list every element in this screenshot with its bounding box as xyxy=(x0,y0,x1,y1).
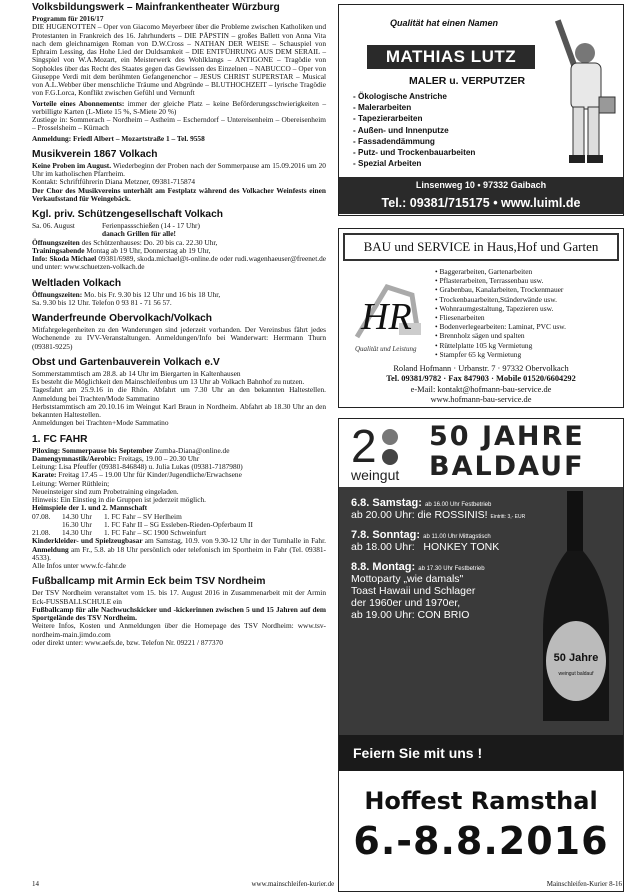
ad-website: www.hofmann-bau-service.de xyxy=(430,394,532,404)
label: Info: Skoda Michael xyxy=(32,254,97,263)
ad-phone: Tel. 09381/9782 · Fax 847903 · Mobile 01520/6604292 xyxy=(386,374,576,384)
event-small: ab 16.00 Uhr Festbetrieb xyxy=(424,502,492,508)
text: Mo. bis Fr. 9.30 bis 12 Uhr und 16 bis 18 Uhr, xyxy=(82,289,221,299)
text: Weitere Infos, Kosten und Anmeldungen über die Homepage des TSV Nordheim: www.tsv-nordheim-main.jimdo.com xyxy=(32,621,326,639)
wine-bottle-illustration xyxy=(539,491,613,731)
logo-dot-icon xyxy=(382,429,398,445)
text: Freitag 17.45 – 19.00 Uhr für Kinder/Jugendliche/Erwachsene xyxy=(56,470,242,480)
proben-text: Wiederbeginn der Proben nach der Sommerpause am 15.09.2016 um 20 Uhr im katholischen Pfarrheim. xyxy=(32,160,326,178)
program-heading: Programm für 2016/17 xyxy=(32,14,104,23)
service-item: - Tapezierarbeiten xyxy=(353,114,423,124)
text: 09381/6989, skoda.michael@t-online.de oder rudi.wagenhaeuser@freenet.de und unter: www.schuetzen-volkach.de xyxy=(32,254,327,272)
bottle-label: 50 Jahre xyxy=(553,652,599,664)
game-match: 1. FC Fahr II – SG Essleben-Rieden-Opferbaum II xyxy=(104,519,253,529)
page-footer xyxy=(32,880,622,888)
logo-subtitle: weingut xyxy=(351,467,400,483)
ad-header: BAU und SERVICE in Haus,Hof und Garten xyxy=(343,233,619,261)
section-wanderfreunde xyxy=(32,313,326,351)
event-small: ab 17.30 Uhr Festbetrieb xyxy=(418,566,485,572)
ad-address: Linsenweg 10 • 97332 Gaibach xyxy=(339,177,623,193)
event-line: Toast Hawaii und Schlager xyxy=(351,585,476,597)
logo-number: 2 xyxy=(351,420,377,472)
ad-hoffest xyxy=(339,771,623,891)
program-text: DIE HUGENOTTEN – Oper von Giacomo Meyerbeer über die Probleme zwischen Katholiken und Protestanten in Frankreich des 16. Jahrhunderts – DIE PÄPSTIN – großes Ballett von Anna Vita nach dem gleichnamigen Roman von D.W.Cross – NATHAN DER WEISE – Schauspiel von Ephraim Lessing, das Hohe Lied der Duldsamkeit – DIE ENTFÜHRUNG AUS DEM SERAIL – Singspiel von W.A.Mozart, ein Meisterwerk des Wohlklangs – ANTIGONE – Tragödie von Sophokles über das Recht des Staates gegen das Gewissen des Einzelnen – NABUCCO – Oper von Giuseppe Verdi mit dem berühmten Gefangenenchor – JESUS CHRIST SUPERSTAR – Musical von A.L.Webber über menschliche Träume und Abgründe – BLUTHOCHZEIT – lyrische Tragödie von F.G.Lorca, Konflikt zwischen Gefühl und Vernunft xyxy=(32,22,326,98)
text: Sa. 9.30 bis 12 Uhr. Telefon 0 93 81 - 71 56 57. xyxy=(32,297,172,307)
ad-baldauf xyxy=(338,418,624,892)
section-weltladen xyxy=(32,278,326,308)
service-item: Bodenverlegearbeiten: Laminat, PVC usw. xyxy=(439,322,567,332)
game-time: 16.30 Uhr xyxy=(62,519,92,529)
service-item: - Malerarbeiten xyxy=(353,103,412,113)
service-item: - Spezial Arbeiten xyxy=(353,159,422,169)
ad-address: Roland Hofmann · Urbanstr. 7 · 97332 Obervolkach xyxy=(393,364,569,373)
section-title: 1. FC FAHR xyxy=(32,433,88,445)
footer-issue: Mainschleifen-Kurier 8-16 xyxy=(546,880,622,888)
service-item: Baggerarbeiten, Gartenarbeiten xyxy=(439,267,533,276)
service-item: - Ökologische Anstriche xyxy=(353,92,447,101)
text: Sommerstammtisch am 28.8. ab 14 Uhr im Biergarten in Kaltenhausen xyxy=(32,368,241,378)
label: Fußballcamp für alle Nachwuchskicker und -kickerinnen zwischen 5 und 15 Jahren auf dem Sportgelände des TSV Nordheim. xyxy=(32,604,326,622)
game-match: 1. FC Fahr – SV Herlheim xyxy=(104,511,182,521)
event-small: ab 11.00 Uhr Mittagstisch xyxy=(423,534,491,540)
ad-email: e-Mail: kontakt@hofmann-bau-service.de xyxy=(410,384,552,394)
section-title: Fußballcamp mit Armin Eck beim TSV Nordheim xyxy=(32,576,266,588)
event-day: 6.8. Samstag: xyxy=(351,497,422,509)
section-title: Obst und Gartenbauverein Volkach e.V xyxy=(32,356,220,368)
ad-company-name: MATHIAS LUTZ xyxy=(367,45,535,69)
event-day: 7.8. Sonntag: xyxy=(351,529,421,541)
section-fc-fahr xyxy=(32,434,326,571)
service-item: - Außen- und Innenputze xyxy=(353,125,449,135)
service-item: Pflasterarbeiten, Terrassenbau usw. xyxy=(439,276,544,286)
event-line: ab 19.00 Uhr: CON BRIO xyxy=(351,609,470,621)
ad-mathias-lutz xyxy=(338,4,624,216)
text: Tagesfahrt am 25.9.16 in die Rhön. Abfahrt um 7.30 Uhr an den bekannten Haltestellen. Anmeldung bei Trachten/Mode Sammatino xyxy=(32,385,326,403)
section-gartenbauverein xyxy=(32,357,326,428)
section-title: Volksbildungswerk – Mainfrankentheater Würzburg xyxy=(32,2,280,13)
section-title: Wanderfreunde Obervolkach/Volkach xyxy=(32,313,213,324)
zustiege-text: Zustiege in: Sommerach – Nordheim – Astheim – Escherndorf – Untereisenheim – Obereisenheim – Prosselsheim – Kürnach xyxy=(32,115,326,133)
service-item: Stampfer 65 kg Vermietung xyxy=(439,349,522,359)
label: Piloxing: Sommerpause bis September xyxy=(32,445,153,455)
label: Kinderkleider- und Spielzeugbasar xyxy=(32,536,143,546)
logo-subtitle: Qualität und Leistung xyxy=(355,345,417,353)
section-schuetzen xyxy=(32,209,326,272)
label: Öffnungszeiten: xyxy=(32,289,83,299)
section-volksbildungswerk xyxy=(32,2,326,143)
event-main: ab 18.00 Uhr: HONKEY TONK xyxy=(351,541,500,553)
proben-label: Keine Proben im August. xyxy=(32,160,112,170)
label: Trainingsabende xyxy=(32,245,85,255)
service-item: - Fassadendämmung xyxy=(353,136,435,146)
text: Alle Infos unter www.fc-fahr.de xyxy=(32,561,126,570)
text: Mitfahrgelegenheiten zu den Wanderungen sind jederzeit vorhanden. Der Vereinsbus fährt jedes Wochenende zu IVV-Veranstaltungen. Anmeldungen/Info bei Wanderwart: Herrmann Thurn (09381-9225) xyxy=(32,325,326,351)
label: Öffnungszeiten xyxy=(32,237,80,247)
logo-letters: HR xyxy=(361,296,412,338)
service-item: Brennholz sägen und spalten xyxy=(439,331,525,341)
section-title: Weltladen Volkach xyxy=(32,277,122,289)
left-column xyxy=(32,2,326,653)
text: oder direkt unter: www.aefs.de, bzw. Telefon Nr. 09221 / 877370 xyxy=(32,637,223,647)
abo-text: immer der gleiche Platz – keine Beförderungsschwierigkeiten – verbilligte Karten (L-Miete 15 %, S-Miete 20 %) xyxy=(32,98,326,116)
game-time: 14.30 Uhr xyxy=(62,528,92,537)
footer-url: www.mainschleifen-kurier.de xyxy=(251,880,335,888)
anmeldung-text: Anmeldung: Friedl Albert – Mozartstraße 1 – Tel. 9558 xyxy=(32,133,205,143)
event-item xyxy=(351,529,541,553)
painter-illustration xyxy=(541,13,617,171)
ad-title-line1: 50 JAHRE xyxy=(429,421,585,452)
event-main: ab 20.00 Uhr: die ROSSINIS! xyxy=(351,509,488,521)
label: Anmeldung xyxy=(32,544,69,554)
text: Hinweis: Ein Einstieg in die Gruppen ist jederzeit möglich. xyxy=(32,495,206,504)
ad-subtitle: MALER u. VERPUTZER xyxy=(409,75,526,87)
ad-feiern: Feiern Sie mit uns ! xyxy=(339,735,623,771)
text: am Fr., 5.8. ab 18 Uhr persönlich oder telefonisch im Sportheim in Fahr (Tel. 09381-4533). xyxy=(32,544,326,562)
text: Leitung: Lisa Pfeuffer (09381-846848) u. Julia Lukas (09381-7187980) xyxy=(32,462,243,471)
text: Montag ab 19 Uhr, Donnerstag ab 19 Uhr, xyxy=(84,245,211,255)
service-item: Rüttelplatte 105 kg Vermietung xyxy=(439,340,533,350)
text: am Samstag, 10.9. von 9.30-12 Uhr in der Turnhalle in Fahr. xyxy=(142,536,326,546)
text: Zumba-Diana@online.de xyxy=(152,445,230,455)
game-time: 14.30 Uhr xyxy=(62,511,92,521)
text: Leitung: Werner Rüthlein; xyxy=(32,478,110,488)
logo-dot-icon xyxy=(382,449,398,465)
text: Der TSV Nordheim veranstaltet vom 15. bis 17. August 2016 in Zusammenarbeit mit der Armin Eck-FUSSBALLSCHULE ein xyxy=(32,588,326,606)
service-item: Grabenbau, Kanalarbeiten, Trockenmauer xyxy=(439,285,564,295)
kontakt-text: Kontakt: Schriftführerin Diana Metzner, 09381-715874 xyxy=(32,177,196,187)
text: Herbststammtisch am 20.10.16 im Weingut Karl Braun in Nordheim. Abfahrt ab 18.30 Uhr an den bekannten Haltestellen. xyxy=(32,401,326,419)
game-date: 21.08. xyxy=(32,528,51,537)
text: Neueinsteiger sind zum Probetraining eingeladen. xyxy=(32,486,179,496)
text: des Schützenhauses: Do. 20 bis ca. 22.30 Uhr, xyxy=(79,237,218,247)
ad-contact-block xyxy=(339,364,623,405)
event-item xyxy=(351,497,541,521)
event-text: Ferienpassschießen (14 - 17 Uhr) xyxy=(102,221,200,230)
section-musikverein xyxy=(32,149,326,203)
event-extra: Eintritt: 3,- EUR xyxy=(490,514,526,520)
ad-hofmann xyxy=(338,228,624,408)
text: Es besteht die Möglichkeit den Mainschleifenbus um 13 Uhr ab Volkach Bahnhof zu nutzen. xyxy=(32,377,305,386)
service-item: Trockenbauarbeiten,Ständerwände usw. xyxy=(439,294,557,304)
abo-label: Vorteile eines Abonnements: xyxy=(32,98,125,108)
event-list xyxy=(351,497,541,621)
label: Karate: xyxy=(32,470,57,480)
excavator-logo-icon xyxy=(347,267,427,355)
event-date: Sa. 06. August xyxy=(32,221,75,230)
section-title: Musikverein 1867 Volkach xyxy=(32,148,158,160)
ad-baldauf-events xyxy=(339,487,623,735)
event-line: der 1960er und 1970er, xyxy=(351,597,461,609)
label: Heimspiele der 1. und 2. Mannschaft xyxy=(32,503,148,513)
text: Anmeldungen bei Trachten+Mode Sammatino xyxy=(32,418,169,428)
event-note: danach Grillen für alle! xyxy=(102,229,176,239)
label: Damengymnastik/Aerobic: xyxy=(32,453,117,463)
ad-service-list: • Baggerarbeiten, Gartenarbeiten • Pflasterarbeiten, Terrassenbau usw. • Grabenbau, Kanalarbeiten, Trockenmauer • Trockenbauarbeiten,Ständerwände usw. • Wohnraumgestaltung, Tapezieren usw. • Fliesenarbeiten • Bodenverlegearbeiten: Laminat, PVC usw. • Brennholz sägen und spalten • Rüttelplatte 105 kg Vermietung • Stampfer 65 kg Vermietung xyxy=(435,267,567,359)
game-date: 07.08. xyxy=(32,511,51,521)
service-item: Wohnraumgestaltung, Tapezieren usw. xyxy=(439,303,554,313)
chor-text: Der Chor des Musikvereins unterhält am Festplatz während des Volkacher Weinfests einen Verkaufsstand für Weingebäck. xyxy=(32,185,326,203)
text: Freitags, 19.00 – 20.30 Uhr xyxy=(116,453,200,463)
section-title: Kgl. priv. Schützengesellschaft Volkach xyxy=(32,209,223,220)
hoffest-title: Hoffest Ramsthal xyxy=(364,787,598,815)
section-fussballcamp xyxy=(32,576,326,647)
ad-service-list xyxy=(353,91,475,169)
page-number: 14 xyxy=(32,880,39,888)
ad-title-line2: BALDAUF xyxy=(429,451,585,482)
service-item: Fliesenarbeiten xyxy=(439,313,485,323)
event-item xyxy=(351,561,541,621)
hoffest-date: 6.-8.8.2016 xyxy=(353,819,609,863)
event-main: Mottoparty „wie damals" xyxy=(351,573,464,585)
game-match: 1. FC Fahr – SC 1900 Schweinfurt xyxy=(104,528,207,537)
event-day: 8.8. Montag: xyxy=(351,561,416,573)
ad-tagline: Qualität hat einen Namen xyxy=(389,18,499,28)
bottle-sub: weingut baldauf xyxy=(558,671,594,677)
ad-contact: Tel.: 09381/715175 • www.luiml.de xyxy=(339,193,623,214)
service-item: - Putz- und Trockenbauarbeiten xyxy=(353,148,476,158)
ad-baldauf-header xyxy=(339,419,623,487)
